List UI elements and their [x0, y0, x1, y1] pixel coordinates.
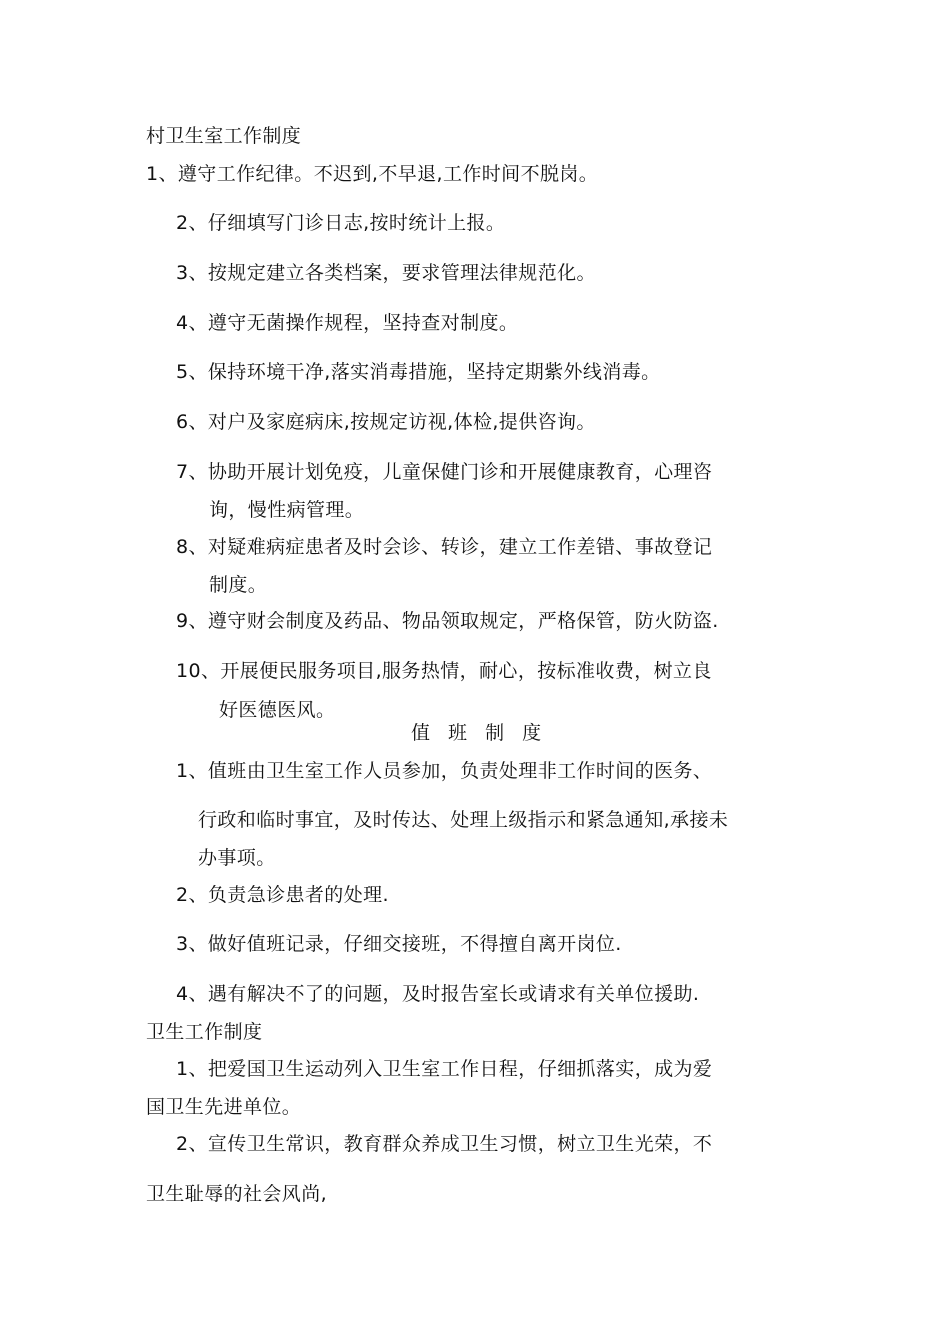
work-rule-10: 10、开展便民服务项目,服务热情，耐心，按标准收费，树立良: [176, 660, 712, 682]
work-rule-1: 1、遵守工作纪律。不迟到,不早退,工作时间不脱岗。: [146, 163, 599, 185]
hygiene-rule-2: 2、宣传卫生常识，教育群众养成卫生习惯，树立卫生光荣，不: [176, 1133, 713, 1155]
duty-rule-1: 1、值班由卫生室工作人员参加，负责处理非工作时间的医务、: [176, 760, 713, 782]
work-rule-2: 2、仔细填写门诊日志,按时统计上报。: [176, 212, 506, 234]
duty-section-title: 值 班 制 度: [411, 722, 548, 744]
work-rule-4: 4、遵守无菌操作规程，坚持查对制度。: [176, 312, 519, 334]
duty-rule-3: 3、做好值班记录，仔细交接班，不得擅自离开岗位.: [176, 933, 622, 955]
duty-rule-2: 2、负责急诊患者的处理.: [176, 884, 389, 906]
duty-rule-4: 4、遇有解决不了的问题，及时报告室长或请求有关单位援助.: [176, 983, 700, 1005]
work-rule-10-continued: 好医德医风。: [219, 699, 336, 721]
work-rule-9: 9、遵守财会制度及药品、物品领取规定，严格保管，防火防盗.: [176, 610, 719, 632]
work-rule-5: 5、保持环境干净,落实消毒措施，坚持定期紫外线消毒。: [176, 361, 661, 383]
duty-rule-1-continued-2: 办事项。: [198, 847, 276, 869]
work-rule-8: 8、对疑难病症患者及时会诊、转诊，建立工作差错、事故登记: [176, 536, 713, 558]
work-rule-8-continued: 制度。: [209, 574, 268, 596]
hygiene-rule-1: 1、把爱国卫生运动列入卫生室工作日程，仔细抓落实，成为爱: [176, 1058, 713, 1080]
work-rule-3: 3、按规定建立各类档案，要求管理法律规范化。: [176, 262, 596, 284]
duty-rule-1-continued: 行政和临时事宜，及时传达、处理上级指示和紧急通知,承接未: [198, 809, 729, 831]
hygiene-rule-1-continued: 国卫生先进单位。: [146, 1096, 302, 1118]
work-rule-7-continued: 询，慢性病管理。: [209, 499, 365, 521]
work-rule-6: 6、对户及家庭病床,按规定访视,体检,提供咨询。: [176, 411, 596, 433]
hygiene-section-title: 卫生工作制度: [146, 1021, 263, 1043]
hygiene-rule-2-continued: 卫生耻辱的社会风尚,: [146, 1183, 328, 1205]
document-title: 村卫生室工作制度: [146, 125, 302, 147]
work-rule-7: 7、协助开展计划免疫，儿童保健门诊和开展健康教育，心理咨: [176, 461, 713, 483]
